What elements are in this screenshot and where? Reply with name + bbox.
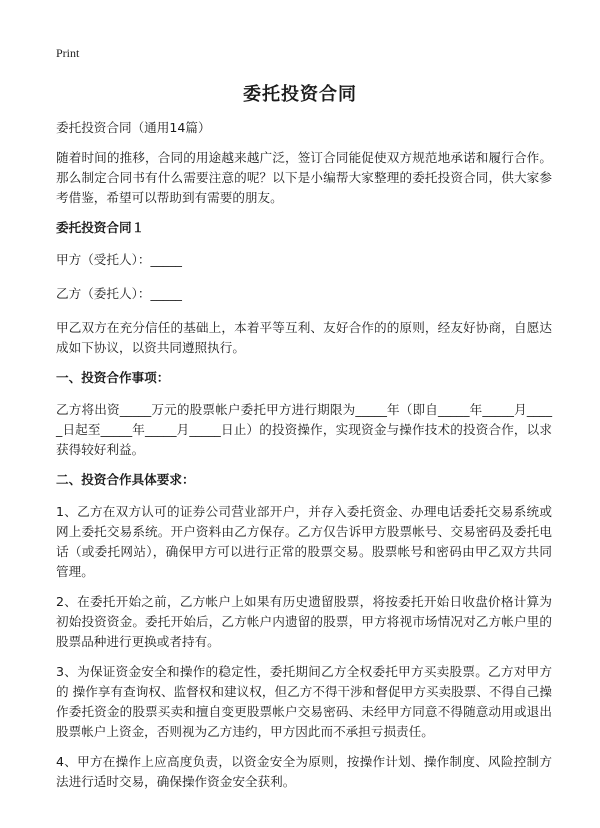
clause-2-paragraph: 2、在委托开始之前，乙方帐户上如果有历史遗留股票，将按委托开始日收盘价格计算为初始投资资金。委托开始后，乙方帐户内遗留的股票，甲方将视市场情况对乙方帐户里的股票品种进行更换或者持有。 bbox=[56, 594, 552, 649]
party-b-line: 乙方（委托人）：_____ bbox=[56, 286, 182, 301]
party-a-line: 甲方（受托人）：_____ bbox=[56, 252, 182, 267]
preamble-paragraph: 甲乙双方在充分信任的基础上，本着平等互利、友好合作的的原则，经友好协商，自愿达成如下协议，以资共同遵照执行。 bbox=[56, 320, 552, 355]
page-title: 委托投资合同 bbox=[243, 84, 357, 105]
intro-paragraph: 随着时间的推移，合同的用途越来越广泛，签订合同能促使双方规范地承诺和履行合作。那么制定合同书有什么需要注意的呢？以下是小编帮大家整理的委托投资合同，供大家参考借鉴，希望可以帮助到有需要的朋友。 bbox=[56, 150, 552, 205]
document-subtitle: 委托投资合同（通用14篇） bbox=[56, 120, 211, 135]
section-2-heading: 二、投资合作具体要求： bbox=[56, 472, 195, 487]
clause-1-paragraph: 1、乙方在双方认可的证券公司营业部开户，并存入委托资金、办理电话委托交易系统或网上委托交易系统。开户资料由乙方保存。乙方仅告诉甲方股票帐号、交易密码及委托电话（或委托网站），确保甲方可以进行正常的股票交易。股票帐号和密码由甲乙双方共同管理。 bbox=[56, 504, 552, 579]
print-link[interactable]: Print bbox=[56, 46, 80, 60]
section-1-paragraph: 乙方将出资_____万元的股票帐户委托甲方进行期限为_____年（即自_____年_____月_____日起至_____年_____月_____日止）的投资操作，实现资金与操作技术的投资合作，以求获得较好利益。 bbox=[56, 402, 552, 457]
section-1-heading: 一、投资合作事项： bbox=[56, 370, 170, 385]
clause-4-paragraph: 4、甲方在操作上应高度负责，以资金安全为原则，按操作计划、操作制度、风险控制方法进行适时交易，确保操作资金安全获利。 bbox=[56, 754, 552, 789]
document-body bbox=[56, 118, 552, 802]
contract-heading: 委托投资合同１ bbox=[56, 220, 145, 235]
clause-3-paragraph: 3、为保证资金安全和操作的稳定性，委托期间乙方全权委托甲方买卖股票。乙方对甲方的 操作享有查询权、监督权和建议权，但乙方不得干涉和督促甲方买卖股票、不得自己操作委托资金的股票买卖和擅自变更股票帐户交易密码、未经甲方同意不得随意动用或退出股票帐户上资金，否则视为乙方违约，甲方因此而不承担亏损责任。 bbox=[56, 664, 552, 739]
